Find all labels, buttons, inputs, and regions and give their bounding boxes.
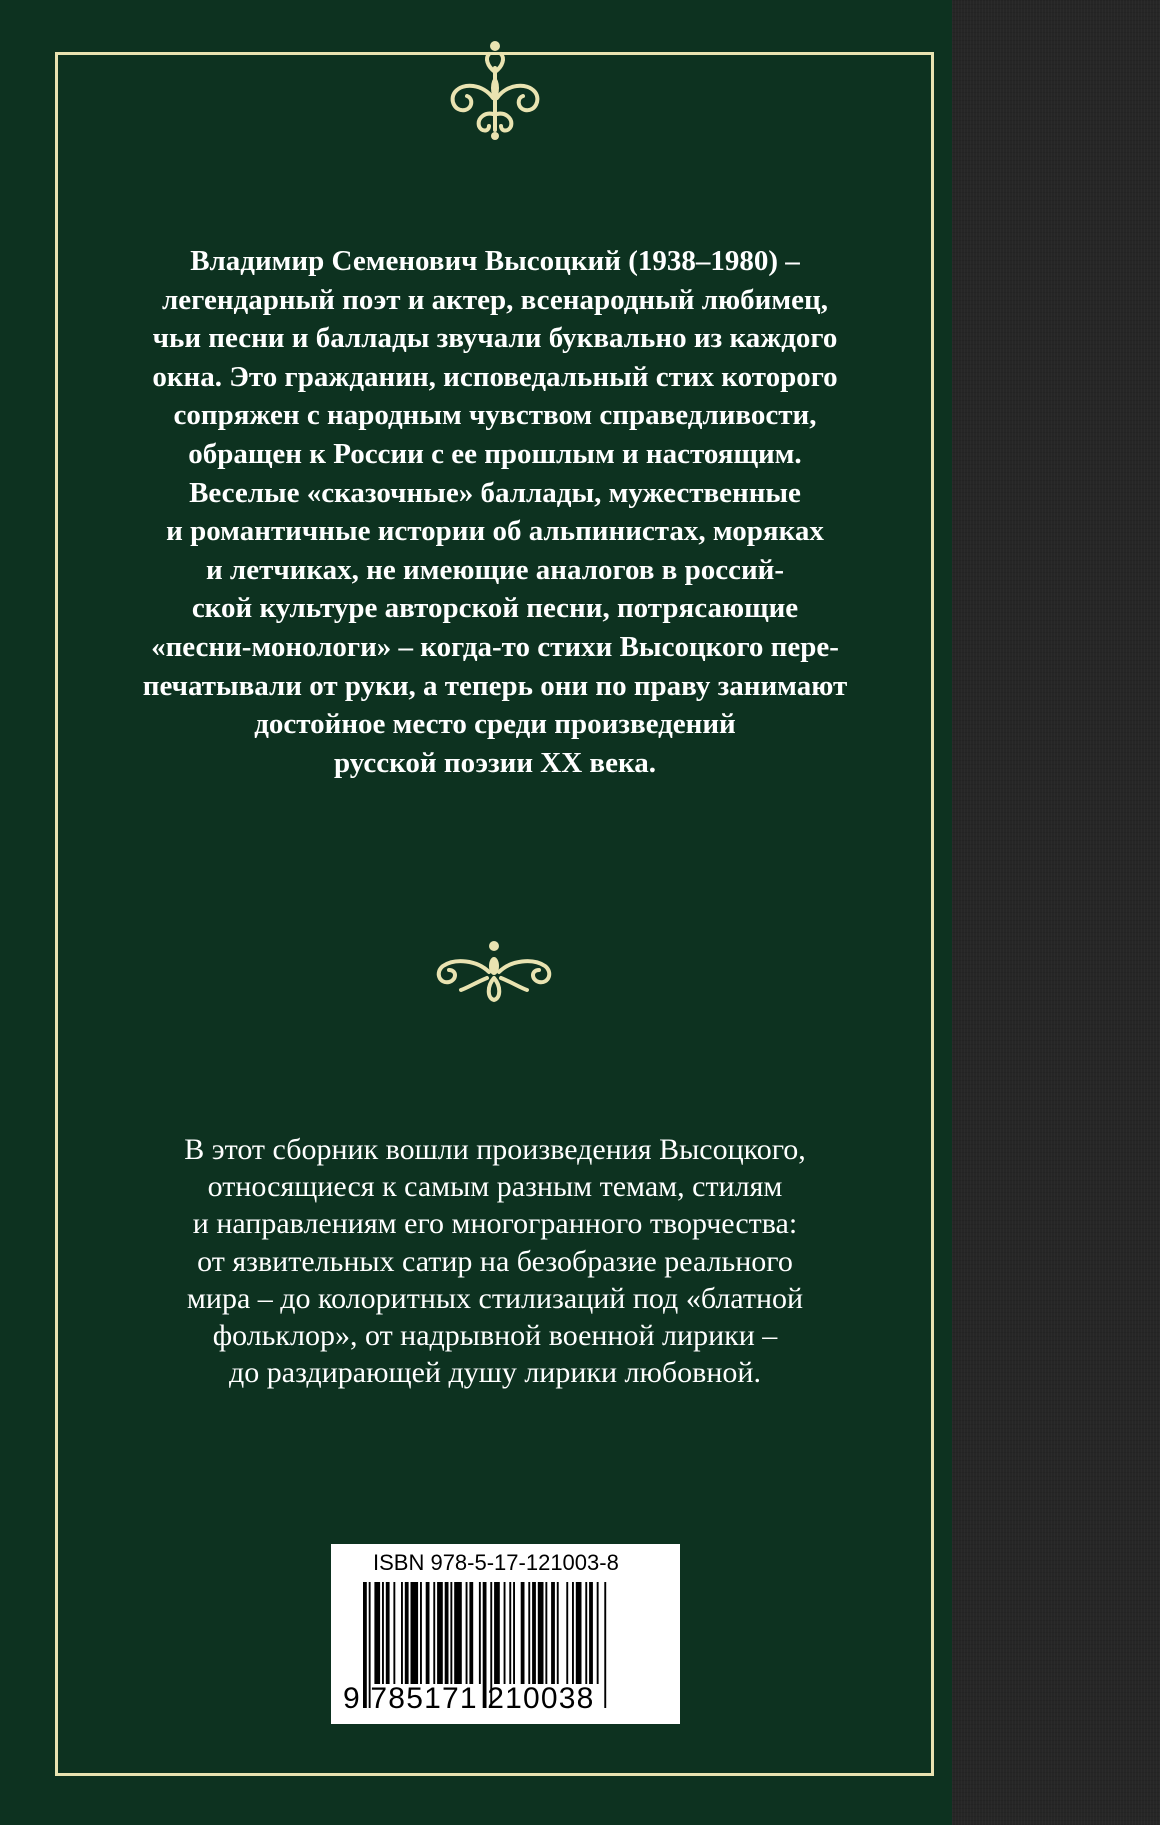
- barcode-bar: [585, 1582, 587, 1684]
- barcode-bar: [532, 1582, 536, 1684]
- barcode-bar: [504, 1582, 506, 1684]
- barcode-bar: [386, 1582, 390, 1684]
- barcode-bar: [604, 1582, 606, 1708]
- bio-line: окна. Это гражданин, исповедальный стих которого: [152, 360, 838, 393]
- barcode-bar: [411, 1582, 419, 1684]
- barcode-bar: [566, 1582, 568, 1684]
- fleur-ornament-icon: [443, 38, 547, 142]
- bio-line: и романтичные истории об альпинистах, моряках: [166, 515, 824, 548]
- bio-line: ской культуре авторской песни, потрясающие: [191, 592, 799, 625]
- bio-line: чьи песни и баллады звучали буквально из каждого: [152, 322, 838, 355]
- barcode-bar: [589, 1582, 593, 1684]
- barcode-bar: [393, 1582, 395, 1684]
- isbn-label: ISBN 978-5-17-121003-8: [373, 1550, 619, 1575]
- bio-line: Веселые «сказочные» баллады, мужественные: [189, 476, 801, 509]
- bio-line: печатывали от руки, а теперь они по праву занимают: [142, 669, 848, 702]
- barcode-digits: 9 785171 210038: [343, 1682, 595, 1715]
- barcode-bar: [420, 1582, 422, 1684]
- barcode-bar: [454, 1582, 462, 1684]
- collection-line: до раздирающей душу лирики любовной.: [229, 1356, 761, 1390]
- barcode-bar: [405, 1582, 409, 1684]
- barcode-bar: [576, 1582, 582, 1684]
- barcode-bar: [513, 1582, 515, 1684]
- bio-line: обращен к России с ее прошлым и настоящим.: [188, 437, 802, 470]
- collection-description: [95, 1131, 895, 1391]
- barcode-bar: [494, 1582, 500, 1684]
- collection-line: от язвительных сатир на безобразие реального: [197, 1244, 793, 1278]
- isbn-barcode-box: [331, 1544, 680, 1724]
- bio-line: сопряжен с народным чувством справедливости,: [173, 399, 817, 432]
- barcode-bar: [538, 1582, 544, 1684]
- barcode-bar: [374, 1582, 380, 1684]
- author-bio: [95, 242, 895, 782]
- collection-line: мира – до колоритных стилизаций под «блатной: [186, 1281, 804, 1315]
- barcode-bar: [528, 1582, 530, 1684]
- collection-line: фольклор», от надрывной военной лирики –: [212, 1319, 778, 1353]
- barcode-bar: [401, 1582, 403, 1684]
- bio-line: Владимир Семенович Высоцкий (1938–1980) –: [190, 245, 800, 277]
- barcode-bar: [597, 1582, 599, 1684]
- barcode-bar: [426, 1582, 430, 1684]
- scroll-ornament-icon: [431, 938, 557, 1008]
- barcode-bar: [450, 1582, 452, 1684]
- barcode-bar: [557, 1582, 559, 1684]
- collection-line: относящиеся к самым разным темам, стилям: [207, 1170, 783, 1204]
- barcode-bar: [545, 1582, 547, 1684]
- collection-line: и направлениям его многогранного творчества:: [192, 1207, 798, 1241]
- bio-line: и летчиках, не имеющие аналогов в россий-: [205, 553, 785, 586]
- spine: [952, 0, 1160, 1825]
- barcode-bar: [433, 1582, 435, 1684]
- bio-line: русской поэзии XX века.: [334, 746, 656, 779]
- bio-line: «песни-монологи» – когда-то стихи Высоцкого пере-: [151, 630, 839, 663]
- barcode-bar: [466, 1582, 468, 1684]
- barcode-bar: [479, 1582, 481, 1684]
- barcode-bar: [445, 1582, 449, 1684]
- barcode-bar: [551, 1582, 555, 1684]
- barcode-bar: [572, 1582, 574, 1684]
- barcode-bar: [509, 1582, 511, 1684]
- barcode-bar: [382, 1582, 384, 1684]
- barcode-bar: [437, 1582, 443, 1684]
- bio-line: достойное место среди произведений: [254, 708, 736, 741]
- barcode-bar: [469, 1582, 473, 1684]
- bio-line: легендарный поэт и актер, всенародный любимец,: [162, 283, 828, 316]
- collection-line: В этот сборник вошли произведения Высоцкого,: [184, 1133, 806, 1166]
- barcode-bar: [521, 1582, 525, 1684]
